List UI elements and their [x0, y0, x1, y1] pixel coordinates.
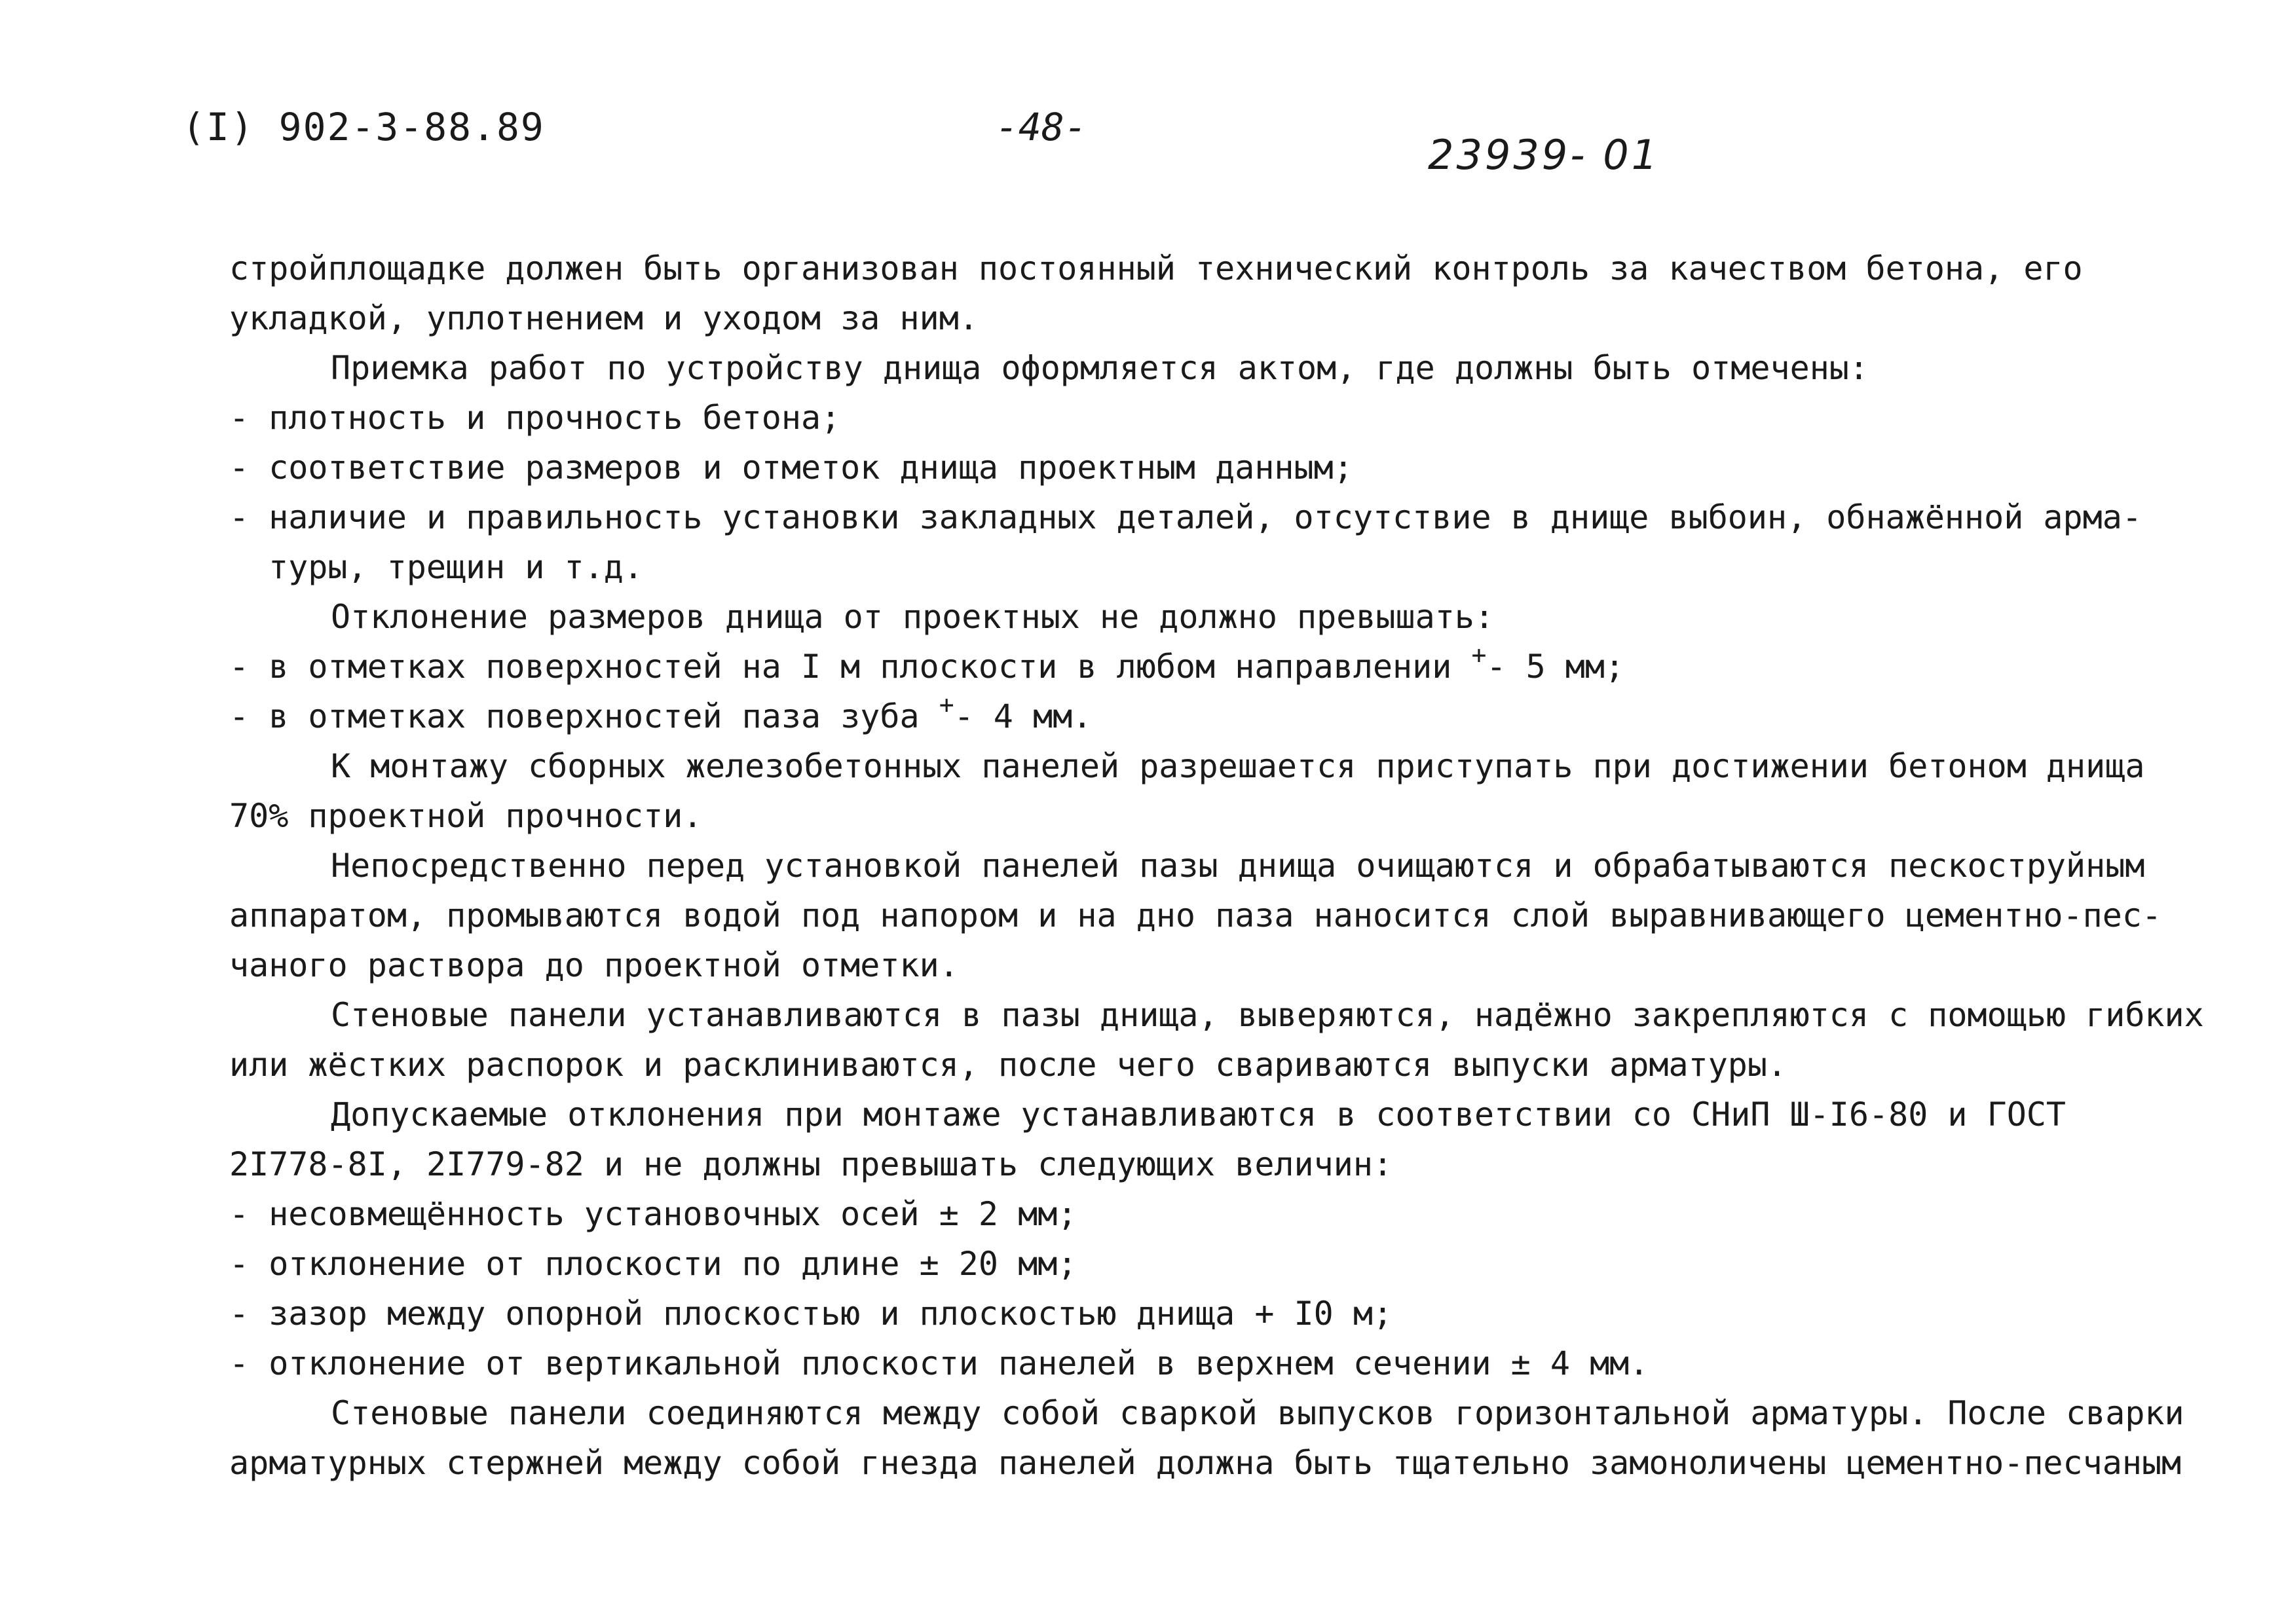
text-line: чаного раствора до проектной отметки. [229, 946, 959, 984]
text-line: Приемка работ по устройству днища оформляется актом, где должны быть отмечены: [331, 349, 1869, 387]
list-item: - наличие и правильность установки закладных деталей, отсутствие в днище выбоин, обнажённой арма- [229, 498, 2142, 536]
text-line: аппаратом, промываются водой под напором и на дно паза наносится слой выравнивающего цементно-пес- [229, 896, 2162, 934]
text-line: 2I778-8I, 2I779-82 и не должны превышать следующих величин: [229, 1145, 1393, 1183]
list-item [229, 692, 2234, 741]
list-item: - несовмещённость установочных осей ± 2 мм; [229, 1195, 1077, 1233]
text-line: Допускаемые отклонения при монтаже устанавливаются в соответствии со СНиП Ш-I6-80 и ГОСТ [331, 1096, 2067, 1134]
text-line: или жёстких распорок и расклиниваются, после чего свариваются выпуски арматуры. [229, 1046, 1787, 1084]
text-line: укладкой, уплотнением и уходом за ним. [229, 299, 979, 337]
list-item-text: - в отметках поверхностей на I м плоскости в любом направлении [229, 648, 1472, 686]
list-item-text: - в отметках поверхностей паза зуба [229, 697, 939, 735]
text-line: К монтажу сборных железобетонных панелей разрешается приступать при достижении бетоном днища [331, 747, 2145, 785]
tolerance-sign: + [939, 690, 954, 719]
text-line: 70% проектной прочности. [229, 797, 703, 835]
text-line: Отклонение размеров днища от проектных не должно превышать: [331, 598, 1495, 636]
list-item-tail: - 5 мм; [1486, 648, 1625, 686]
body-text [229, 244, 2234, 1488]
list-item: - отклонение от плоскости по длине ± 20 мм; [229, 1245, 1077, 1283]
list-item: - отклонение от вертикальной плоскости панелей в верхнем сечении ± 4 мм. [229, 1344, 1649, 1382]
page-number: -48- [996, 105, 1087, 149]
text-line: Стеновые панели устанавливаются в пазы днища, выверяются, надёжно закрепляются с помощью гибких [331, 996, 2204, 1034]
tolerance-sign: + [1471, 640, 1487, 669]
list-item-continuation: туры, трещин и т.д. [269, 548, 643, 586]
document-number: 23939- 01 [1428, 131, 1660, 179]
list-item [229, 642, 2234, 692]
list-item: - соответствие размеров и отметок днища проектным данным; [229, 449, 1353, 487]
list-item: - плотность и прочность бетона; [229, 399, 841, 437]
text-line: Непосредственно перед установкой панелей пазы днища очищаются и обрабатываются пескоструйным [331, 847, 2145, 885]
text-line: стройплощадке должен быть организован постоянный технический контроль за качеством бетона, его [229, 249, 2083, 287]
text-line: арматурных стержней между собой гнезда панелей должна быть тщательно замоноличены цементно-песчаным [229, 1444, 2182, 1482]
list-item: - зазор между опорной плоскостью и плоскостью днища + I0 м; [229, 1295, 1393, 1333]
document-code: (I) 902-3-88.89 [182, 105, 545, 149]
text-line: Стеновые панели соединяются между собой сваркой выпусков горизонтальной арматуры. После сварки [331, 1394, 2184, 1432]
list-item-tail: - 4 мм. [954, 697, 1093, 735]
